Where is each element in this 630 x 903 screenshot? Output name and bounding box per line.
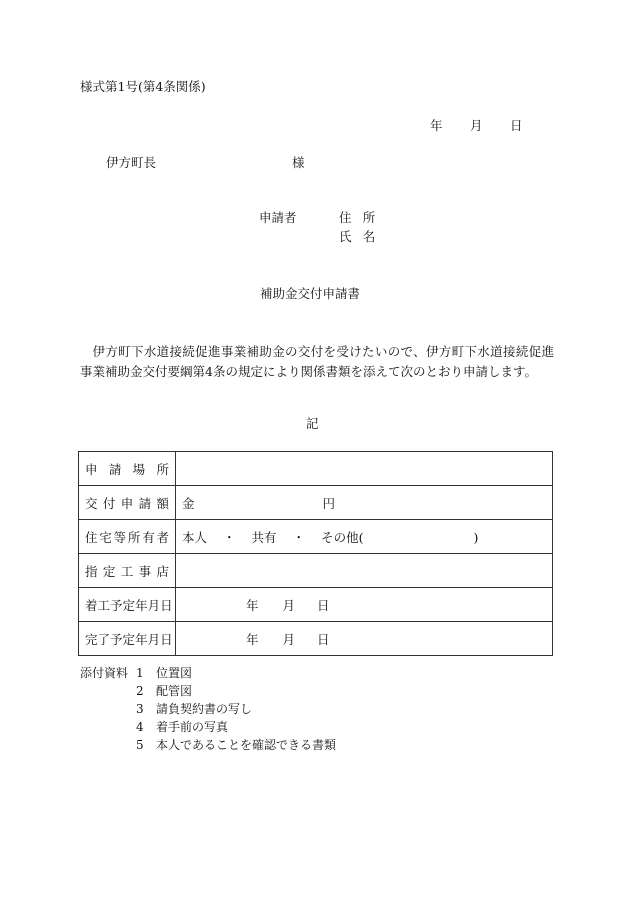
item-text: 位置図: [156, 666, 193, 680]
application-location-field[interactable]: [176, 452, 553, 486]
date-year-label: 年: [430, 118, 443, 133]
item-text: 着手前の写真: [156, 720, 229, 734]
list-item: [80, 682, 336, 700]
row-label: [79, 588, 176, 622]
item-number: 5: [136, 738, 144, 752]
completion-month-label: 月: [282, 631, 296, 647]
item-number: 4: [136, 720, 144, 734]
item-text: 請負契約書の写し: [156, 702, 253, 716]
option-shared[interactable]: 共有: [251, 529, 277, 545]
addressee-town-head: 伊方町長: [106, 155, 157, 170]
justified-label: 申 請 場 所: [85, 461, 169, 477]
completion-day-label: 日: [317, 631, 330, 647]
item-text: 本人であることを確認できる書類: [156, 738, 337, 752]
name-label: 氏名: [339, 229, 387, 244]
attachments-heading: 添付資料: [80, 666, 129, 680]
form-number: 様式第1号(第4条関係): [80, 79, 206, 94]
justified-label: 完 了 予 定 年 月 日: [85, 631, 173, 647]
completion-date-field[interactable]: [176, 622, 553, 656]
table-row: [79, 554, 553, 588]
start-year-label: 年: [246, 597, 259, 613]
start-day-label: 日: [317, 597, 330, 613]
justified-label: 着 工 予 定 年 月 日: [85, 597, 173, 613]
justified-label: 指 定 工 事 店: [85, 563, 169, 579]
justified-label: 住 宅 等 所 有 者: [85, 529, 169, 545]
start-date-field[interactable]: [176, 588, 553, 622]
row-label: [79, 622, 176, 656]
amount-suffix: 円: [322, 495, 336, 511]
table-row: [79, 452, 553, 486]
row-label: [79, 554, 176, 588]
list-item: [80, 700, 336, 718]
item-number: 2: [136, 684, 144, 698]
row-label: [79, 486, 176, 520]
application-table: [78, 451, 553, 656]
addressee-honorific: 様: [292, 155, 305, 170]
owner-options-field[interactable]: [176, 520, 553, 554]
start-month-label: 月: [282, 597, 296, 613]
table-row: [79, 520, 553, 554]
body-paragraph: 伊方町下水道接続促進事業補助金の交付を受けたいので、伊方町下水道接続促進事業補助金交付要綱第4条の規定により関係書類を添えて次のとおり申請します。: [80, 344, 554, 379]
date-day-label: 日: [510, 118, 523, 133]
item-number: 3: [136, 702, 144, 716]
row-label: [79, 520, 176, 554]
designated-contractor-field[interactable]: [176, 554, 553, 588]
option-self[interactable]: 本人: [182, 529, 208, 545]
table-row: [79, 622, 553, 656]
option-separator: ・: [292, 529, 306, 545]
list-item: [80, 718, 336, 736]
applicant-label: 申請者: [259, 210, 297, 225]
grant-amount-field[interactable]: [176, 486, 553, 520]
list-item: [80, 664, 336, 682]
table-row: [79, 588, 553, 622]
justified-label: 交 付 申 請 額: [85, 495, 169, 511]
list-item: [80, 736, 336, 754]
table-row: [79, 486, 553, 520]
option-other[interactable]: その他(: [321, 529, 364, 545]
row-label: [79, 452, 176, 486]
attachments-list: [80, 664, 336, 754]
address-label: 住所: [339, 210, 387, 225]
option-separator: ・: [223, 529, 236, 545]
amount-prefix: 金: [182, 495, 195, 511]
date-month-label: 月: [470, 118, 483, 133]
document-title: 補助金交付申請書: [260, 286, 361, 301]
option-other-close: ): [473, 529, 479, 545]
item-text: 配管図: [156, 684, 193, 698]
completion-year-label: 年: [246, 631, 259, 647]
item-number: 1: [136, 666, 144, 680]
ki-label: 記: [306, 416, 319, 431]
